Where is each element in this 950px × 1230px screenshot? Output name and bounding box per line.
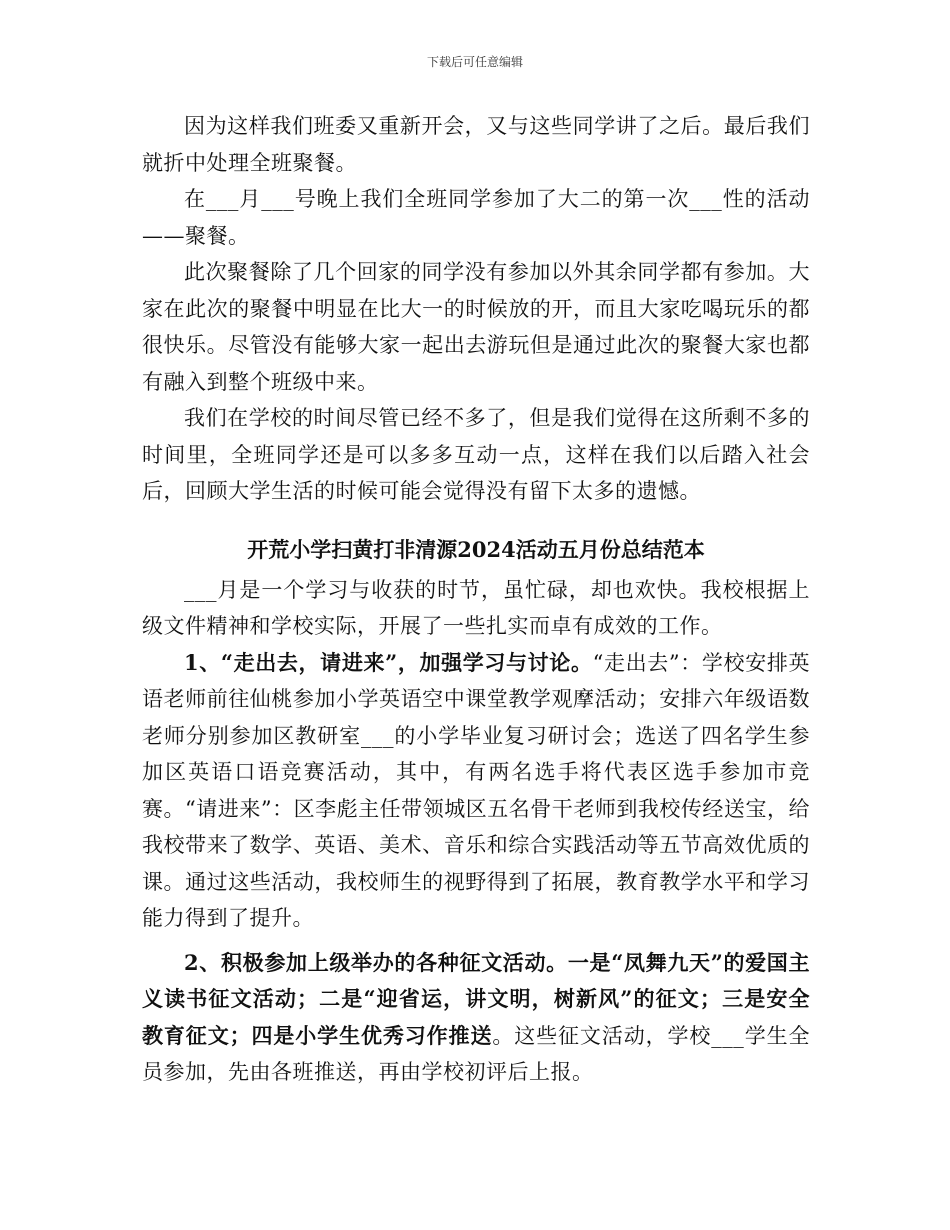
paragraph-reflection: 我们在学校的时间尽管已经不多了，但是我们觉得在这所剩不多的时间里，全班同学还是可以多多互动一点，这样在我们以后踏入社会后，回顾大学生活的时候可能会觉得没有留下太多的遗憾。 <box>142 406 810 503</box>
item-2-heading: 2、积极参加上级举办的各种征文活动。一是“凤舞九天”的爱国主义读书征文活动；二是“迎省运，讲文明，树新风”的征文；三是安全教育征文；四是小学生优秀习作推送 <box>142 949 810 1048</box>
section-title: 开荒小学扫黄打非清源2024活动五月份总结范本 <box>247 536 705 562</box>
paragraph-intro: ___月是一个学习与收获的时节，虽忙碌，却也欢快。我校根据上级文件精神和学校实际，开展了一些扎实而卓有成效的工作。 <box>142 577 810 638</box>
paragraph-class-meeting: 因为这样我们班委又重新开会，又与这些同学讲了之后。最后我们就折中处理全班聚餐。 <box>142 114 810 175</box>
paragraph-item-2 <box>142 945 810 1091</box>
document-body <box>142 108 810 1091</box>
paragraph-dinner-date: 在___月___号晚上我们全班同学参加了大二的第一次___性的活动——聚餐。 <box>142 187 810 248</box>
page-header-note: 下载后可任意编辑 <box>426 55 523 69</box>
item-2-text: 。这些征文活动，学校___学生全员参加，先由各班推送，再由学校初评后上报。 <box>142 1023 810 1084</box>
paragraph-item-1 <box>142 645 810 937</box>
item-1-heading: 1、“走出去，请进来”，加强学习与讨论。 <box>184 649 593 675</box>
item-1-text: “走出去”：学校安排英语老师前往仙桃参加小学英语空中课堂教学观摩活动；安排六年级语数老师分别参加区教研室___的小学毕业复习研讨会；选送了四名学生参加区英语口语竞赛活动，其中，有两名选手将代表区选手参加市竞赛。“请进来”：区李彪主任带领城区五名骨干老师到我校传经送宝，给我校带来了数学、英语、美术、音乐和综合实践活动等五节高效优质的课。通过这些活动，我校师生的视野得到了拓展，教育教学水平和学习能力得到了提升。 <box>142 650 810 930</box>
paragraph-dinner-summary: 此次聚餐除了几个回家的同学没有参加以外其余同学都有参加。大家在此次的聚餐中明显在比大一的时候放的开，而且大家吃喝玩乐的都很快乐。尽管没有能够大家一起出去游玩但是通过此次的聚餐大家也都有融入到整个班级中来。 <box>142 260 810 394</box>
